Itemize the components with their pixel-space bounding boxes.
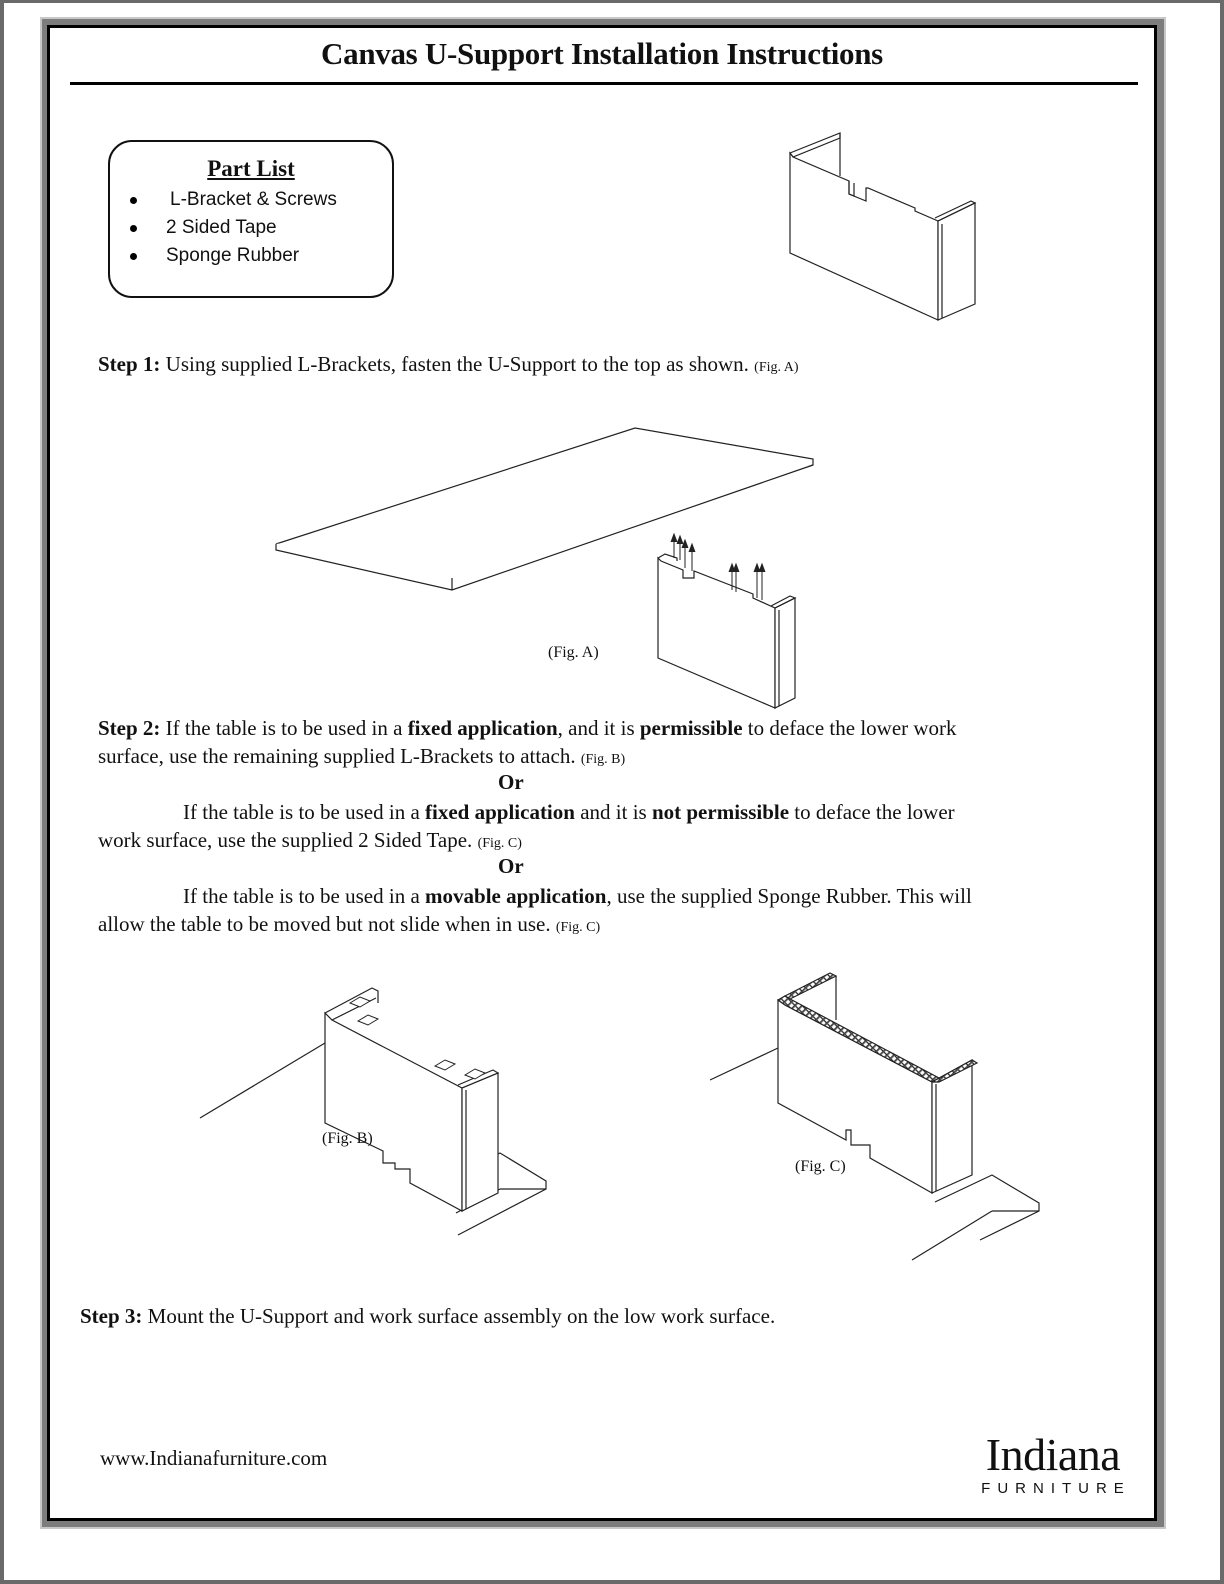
emphasis-fixed-application: fixed application [425,800,575,824]
text-run: and it is [574,800,652,824]
title-divider [70,82,1138,85]
part-list-item-label: 2 Sided Tape [166,217,277,238]
indiana-furniture-logo [968,1429,1138,1497]
fig-b-ref: (Fig. B) [580,752,626,767]
figure-c-caption: (Fig. C) [795,1158,846,1175]
text-run: If the table is to be used in a [183,800,426,824]
or-separator: Or [498,770,524,794]
text-run: to deface the lower work [742,716,957,740]
step-1-label: Step 1: [98,352,161,376]
fig-c-ref: (Fig. C) [555,920,601,935]
bullet-icon [130,253,137,260]
emphasis-fixed-application: fixed application [407,716,558,740]
fig-c-ref: (Fig. C) [477,836,522,851]
logo-subtitle: FURNITURE [981,1480,1131,1497]
figure-b-caption: (Fig. B) [322,1130,373,1147]
document-page [47,25,1157,1521]
emphasis-movable-application: movable application [425,884,607,908]
bullet-icon [130,225,137,232]
part-list-item-label: L-Bracket & Screws [170,189,337,210]
figure-a-illustration [270,428,830,708]
text-run: to deface the lower [789,800,955,824]
step-2-option-1-line-2 [98,742,625,774]
step-2-option-2-line-1 [183,798,955,826]
logo-wordmark: Indiana [985,1429,1121,1480]
emphasis-permissible: permissible [639,716,743,740]
step-1-body: Using supplied L-Brackets, fasten the U-Support to the top as shown. [160,352,755,376]
document-title: Canvas U-Support Installation Instructions [321,36,883,71]
text-run: If the table is to be used in a [183,884,426,908]
text-run: If the table is to be used in a [160,716,408,740]
text-run: work surface, use the supplied 2 Sided Tape. [98,828,478,852]
step-1-text [98,350,799,382]
step-3-body: Mount the U-Support and work surface assembly on the low work surface. [142,1304,776,1328]
step-2-option-3-line-2 [98,910,600,942]
step-3-label: Step 3: [80,1304,143,1328]
step-2-option-2-line-2 [98,826,522,858]
figure-a-caption: (Fig. A) [548,644,599,661]
text-run: , use the supplied Sponge Rubber. This will [606,884,972,908]
text-run: surface, use the remaining supplied L-Brackets to attach. [98,744,581,768]
website-link[interactable]: www.Indianafurniture.com [100,1446,328,1470]
emphasis-not-permissible: not permissible [651,800,790,824]
u-support-illustration [785,128,985,333]
step-2-option-1-line-1 [98,714,957,742]
part-list-heading: Part List [207,156,295,181]
figure-c-illustration [710,970,1050,1270]
step-2-option-3-line-1 [183,882,972,910]
text-run: allow the table to be moved but not slide when in use. [98,912,556,936]
part-list-box [108,140,394,298]
step-2-label: Step 2: [98,716,161,740]
bullet-icon [130,197,137,204]
step-1-fig-ref: (Fig. A) [754,360,799,375]
text-run: , and it is [557,716,640,740]
step-3-text [80,1302,775,1330]
figure-b-illustration [200,963,560,1233]
part-list-item-label: Sponge Rubber [166,245,300,266]
or-separator: Or [498,854,524,878]
